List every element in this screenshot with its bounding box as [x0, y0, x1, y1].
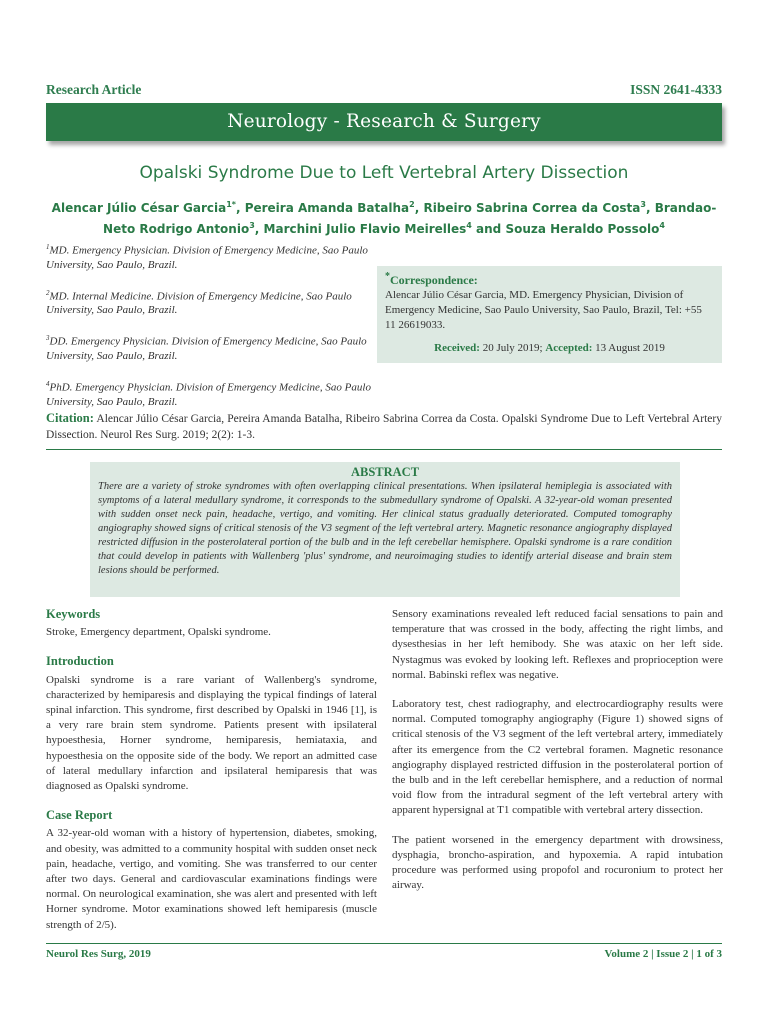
- right-column: [392, 607, 723, 907]
- author-sup: 4: [659, 221, 665, 230]
- affiliation-text: DD. Emergency Physician. Division of Emergency Medicine, Sao Paulo University, Sao Paulo, Brazil.: [46, 335, 367, 362]
- case-report-text: A 32-year-old woman with a history of hypertension, diabetes, smoking, and obesity, was admitted to a community hospital with sudden onset neck pain, headache, vertigo, and vomiting. She was transferred to our center after two days. General and cardiovascular examinations findings were normal. On neurological examination, she was alert and presented with left Horner syndrome. Motor examinations showed left hemiparesis (muscle strength of 2/5).: [46, 827, 377, 931]
- footer-journal: Neurol Res Surg, 2019: [46, 948, 151, 960]
- author-sup: 1*: [226, 200, 236, 209]
- accepted-date: 13 August 2019: [595, 342, 665, 354]
- left-column: [46, 607, 377, 947]
- abstract-heading: ABSTRACT: [350, 465, 420, 479]
- author-name: Pereira Amanda Batalha: [244, 201, 410, 215]
- introduction-heading: Introduction: [46, 654, 114, 669]
- author-sup: 2: [409, 200, 415, 209]
- citation-divider: [46, 449, 722, 450]
- citation-label: Citation:: [46, 411, 94, 425]
- author-list: Alencar Júlio César Garcia$^{1*}$, Pereira Amanda Batalha$^2$, Ribeiro Sabrina Correa da Costa$^3$, Brandao-Neto Rodrigo Antonio$^3$, Marchini Julio Flavio Meirelles$^4$ and Souza Heraldo Possolo$^4$: [51, 200, 717, 236]
- affiliation: [46, 240, 376, 272]
- affiliation-sup: 3: [46, 334, 50, 343]
- body-paragraph: Laboratory test, chest radiography, and electrocardiography results were normal. Computed tomography angiography (Figure 1) showed signs of critical stenosis of the V3 segment of the left vertebral artery, immediately after its emergence from the C2 vertebral foramen. Magnetic resonance angiography displayed restricted diffusion in the posterolateral portion of the bulb and in the left cerebellar hemisphere, and a reduction of normal void flow from the intradural segment of the left vertebral artery with apparent hypersignal at T1 compatible with vertebral artery dissection.: [392, 698, 723, 817]
- abstract-box: [90, 462, 680, 597]
- affiliation-text: PhD. Emergency Physician. Division of Emergency Medicine, Sao Paulo University, Sao Paulo, Brazil.: [46, 381, 371, 408]
- introduction-text: Opalski syndrome is a rare variant of Wallenberg's syndrome, characterized by hemiparesis and displaying the typical findings of lateral spinal infarction. This syndrome, first described by Opalski in 1946 [1], is a very rare brain stem syndrome. Patients present with ipsilateral hypoesthesia, Horner syndrome, hemiparesis, hemiataxia, and hypoesthesia on the opposite side of the body. We report an admitted case of lateral medullary infarction and ipsilateral hemiparesis that was diagnosed as Opalski syndrome.: [46, 673, 377, 793]
- affiliation: [46, 331, 376, 363]
- author-sup: 3: [249, 221, 255, 230]
- issn: ISSN 2641-4333: [630, 82, 722, 97]
- keywords-heading: Keywords: [46, 607, 101, 621]
- article-dates: [385, 341, 714, 356]
- author-name: Ribeiro Sabrina Correa da Costa: [423, 201, 641, 215]
- author-sup: 3: [640, 200, 646, 209]
- author-name: Brandao-Neto Rodrigo Antonio: [103, 201, 717, 236]
- affiliation: [46, 286, 376, 318]
- abstract-text: There are a variety of stroke syndromes with often overlapping clinical presentations. When ipsilateral hemiplegia is associated with symptoms of a lateral medullary syndrome, it corresponds to the submedullary syndrome of Opalski. A 32-year-old woman presented with sudden onset neck pain, headache, vertigo, and vomiting. Her clinical status gradually deteriorated. Computed tomography angiography showed signs of critical stenosis of the V3 segment of the left vertebral artery. Magnetic resonance angiography displayed restricted diffusion in the posterolateral portion of the bulb and in the left cerebellar hemisphere. Opalski syndrome is a rare condition that could develop in patients with Wallenberg 'plus' syndrome, and neuroimaging studies to identify arterial disease and brain stem lesions should be performed.: [98, 481, 672, 576]
- received-label: Received:: [434, 342, 480, 354]
- accepted-label: Accepted:: [545, 342, 593, 354]
- body-paragraph: The patient worsened in the emergency department with drowsiness, dysphagia, broncho-aspiration, and hypoxemia. A rapid intubation procedure was performed using propofol and rocuronium to protect her airway.: [392, 833, 723, 892]
- keywords-text: Stroke, Emergency department, Opalski syndrome.: [46, 626, 271, 639]
- citation: [46, 410, 722, 443]
- correspondence-star: *: [385, 271, 390, 282]
- affiliation: [46, 377, 376, 409]
- affiliation-text: MD. Emergency Physician. Division of Emergency Medicine, Sao Paulo University, Sao Paulo, Brazil.: [46, 244, 368, 271]
- citation-text: Alencar Júlio César Garcia, Pereira Amanda Batalha, Ribeiro Sabrina Correa da Costa. Opalski Syndrome Due to Left Vertebral Artery Dissection. Neurol Res Surg. 2019; 2(2): 1-3.: [46, 413, 722, 441]
- author-name: Alencar Júlio César Garcia: [51, 201, 227, 215]
- body-paragraph: Sensory examinations revealed left reduced facial sensations to pain and temperature that was crossed in the body, affecting the right limbs, and dysesthesias in her left hemibody. She was ataxic on her left side. Nystagmus was evoked by looking left. Reflexes and proprioception were normal. Babinski reflex was negative.: [392, 608, 723, 681]
- case-report-heading: Case Report: [46, 808, 113, 823]
- affiliation-sup: 4: [46, 379, 50, 388]
- correspondence-box: [377, 266, 722, 363]
- top-bar: [46, 82, 722, 100]
- correspondence-heading: [385, 269, 714, 288]
- footer-divider: [46, 943, 722, 944]
- correspondence-label: Correspondence:: [390, 273, 478, 287]
- footer-volume: Volume 2 | Issue 2 | 1 of 3: [604, 948, 722, 960]
- affiliation-sup: 1: [46, 243, 50, 251]
- received-date: 20 July 2019;: [482, 342, 543, 354]
- paper-title: Opalski Syndrome Due to Left Vertebral Artery Dissection: [139, 163, 629, 183]
- author-name: Souza Heraldo Possolo: [505, 222, 660, 236]
- journal-banner: Neurology - Research & Surgery: [46, 103, 722, 141]
- correspondence-text: Alencar Júlio César Garcia, MD. Emergency Physician, Division of Emergency Medicine, Sao Paulo University, Sao Paulo, Brazil, Tel: +55 11 26619033.: [385, 289, 702, 331]
- affiliations: [46, 240, 376, 423]
- affiliation-sup: 2: [46, 288, 50, 297]
- author-sup: 4: [466, 221, 472, 230]
- affiliation-text: MD. Internal Medicine. Division of Emergency Medicine, Sao Paulo University, Sao Paulo, Brazil.: [46, 290, 352, 317]
- article-type: Research Article: [46, 82, 142, 97]
- author-name: Marchini Julio Flavio Meirelles: [263, 222, 467, 236]
